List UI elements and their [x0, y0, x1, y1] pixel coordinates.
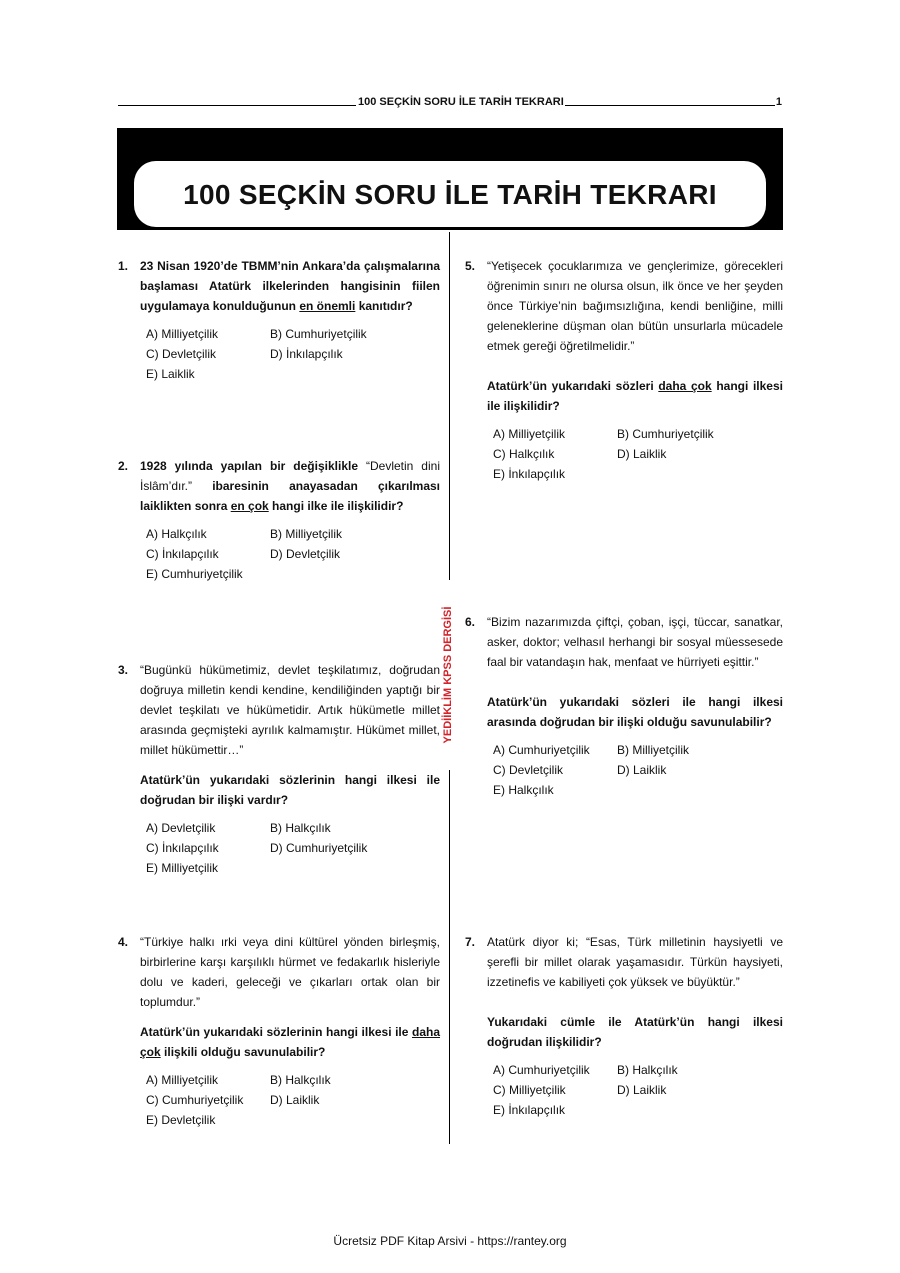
question-stem: Yukarıdaki cümle ile Atatürk’ün hangi ilkesi doğrudan ilişkilidir? [487, 1015, 783, 1049]
question-text-part: 1928 yılında yapılan bir değişiklikle [140, 459, 358, 473]
option-a[interactable]: A) Milliyetçilik [146, 327, 218, 341]
title-banner [117, 128, 783, 230]
option-c[interactable]: C) Halkçılık [493, 447, 555, 461]
answer-options [140, 324, 440, 384]
title-box [134, 161, 766, 227]
answer-options [487, 1060, 783, 1120]
question-quote: “Türkiye halkı ırki veya dini kültürel yönden birleşmiş, birbirlerine karşı karşılıklı hürmet ve fedakarlık hisleriyle dolu ve kaderi, geleceği ve çıkarları ortak olan bir toplumdur.” [140, 935, 440, 1009]
sidebar-text: YEDİİKLİM KPSS DERGİSİ [442, 606, 454, 744]
answer-options [140, 1070, 440, 1130]
question-quote: “Yetişecek çocuklarımıza ve gençlerimize, görecekleri öğrenimin sınırı ne olursa olsun, ilk önce ve her şeyden önce Türkiye’nin bağımsızlığına, kendi benliğine, milli geleneklerine düşman olan bütün unsurlarla mücadele etmek gereği öğretilmelidir.” [487, 259, 783, 353]
question-number: 4. [118, 935, 129, 949]
option-b[interactable]: B) Milliyetçilik [270, 527, 342, 541]
option-d[interactable]: D) Laiklik [617, 1083, 667, 1097]
question-text-part: hangi ilke ile ilişkilidir? [268, 499, 404, 513]
option-a[interactable]: A) Milliyetçilik [493, 427, 565, 441]
question-text-part: ibaresinin anayasadan çıkarılması laiklikten sonra [140, 479, 441, 513]
option-a[interactable]: A) Cumhuriyetçilik [493, 743, 590, 757]
option-b[interactable]: B) Cumhuriyetçilik [270, 327, 367, 341]
option-e[interactable]: E) Laiklik [146, 367, 195, 381]
question-number: 6. [465, 615, 476, 629]
option-b[interactable]: B) Cumhuriyetçilik [617, 427, 714, 441]
question-text-part: kanıtıdır? [355, 299, 413, 313]
option-d[interactable]: D) Laiklik [270, 1093, 320, 1107]
page-title: 100 SEÇKİN SORU İLE TARİH TEKRARI [183, 179, 717, 210]
question-2 [118, 456, 441, 584]
question-emphasis: daha çok [140, 1025, 440, 1059]
question-number: 1. [118, 259, 129, 273]
question-text-part: Atatürk’ün yukarıdaki sözleri [487, 379, 659, 393]
running-header-title: 100 SEÇKİN SORU İLE TARİH TEKRARI [358, 96, 564, 108]
question-quote: “Bizim nazarımızda çiftçi, çoban, işçi, tüccar, sanatkar, asker, doktor; velhasıl herhangi bir sosyal müessesede faal bir vatandaşın hak, menfaat ve hürriyeti eşittir.” [487, 615, 783, 669]
option-c[interactable]: C) İnkılapçılık [146, 547, 219, 561]
option-b[interactable]: B) Halkçılık [270, 821, 331, 835]
question-quote: “Bugünkü hükümetimiz, devlet teşkilatımız, doğrudan doğruya milletin kendi kendine, kendiliğinden yaptığı bir devlet teşkilatı ve hükümetidir. Artık hükümetle millet arasında geçmişteki ayrılık kalmamıştır. Hükümet millet, millet hükümettir…” [140, 663, 440, 757]
option-e[interactable]: E) İnkılapçılık [493, 467, 566, 481]
option-e[interactable]: E) Halkçılık [493, 783, 554, 797]
question-text-part: hangi ilkesi ile ilişkilidir? [487, 379, 783, 413]
question-text [140, 456, 440, 516]
question-quote: Atatürk diyor ki; “Esas, Türk milletinin haysiyetli ve şerefli bir millet olarak yaşamasıdır. Türkün haysiyeti, izzetinefis ve kabiliyeti çok yüksek ve büyüktür.” [487, 935, 783, 989]
option-c[interactable]: C) Cumhuriyetçilik [146, 1093, 244, 1107]
question-3 [118, 660, 440, 878]
question-6 [465, 612, 783, 800]
question-quote: “Devletin dini İslâm’dır.” [140, 459, 440, 493]
answer-options [140, 524, 440, 584]
question-5 [465, 256, 783, 484]
answer-options [140, 818, 440, 878]
question-1 [118, 256, 440, 384]
question-number: 5. [465, 259, 476, 273]
option-c[interactable]: C) İnkılapçılık [146, 841, 219, 855]
option-c[interactable]: C) Milliyetçilik [493, 1083, 566, 1097]
question-text [140, 256, 440, 316]
option-a[interactable]: A) Cumhuriyetçilik [493, 1063, 590, 1077]
question-emphasis: en önemli [299, 299, 356, 313]
question-stem: Atatürk’ün yukarıdaki sözlerinin hangi ilkesi ile doğrudan bir ilişki vardır? [140, 773, 440, 807]
header-rule-left [118, 105, 356, 106]
question-text-part: 23 Nisan 1920’de TBMM’nin Ankara’da çalışmalarına başlaması Atatürk ilkelerinden hangisinin fiilen uygulamaya konulduğunun [140, 259, 440, 313]
question-text-part: Atatürk’ün yukarıdaki sözlerinin hangi ilkesi ile [140, 1025, 412, 1039]
option-e[interactable]: E) Devletçilik [146, 1113, 216, 1127]
question-emphasis: daha çok [658, 379, 712, 393]
option-b[interactable]: B) Milliyetçilik [617, 743, 689, 757]
sidebar-label [441, 580, 457, 770]
option-d[interactable]: D) Cumhuriyetçilik [270, 841, 368, 855]
option-e[interactable]: E) İnkılapçılık [493, 1103, 566, 1117]
answer-options [487, 740, 783, 800]
running-header [118, 96, 782, 112]
option-e[interactable]: E) Cumhuriyetçilik [146, 567, 243, 581]
footer-text: Ücretsiz PDF Kitap Arsivi - https://rantey.org [333, 1234, 567, 1248]
question-stem: Atatürk’ün yukarıdaki sözleri ile hangi ilkesi arasında doğrudan bir ilişki olduğu savunulabilir? [487, 695, 783, 729]
question-stem [487, 376, 783, 416]
option-a[interactable]: A) Halkçılık [146, 527, 207, 541]
question-text-part: ilişkili olduğu savunulabilir? [160, 1045, 326, 1059]
question-number: 2. [118, 459, 129, 473]
option-c[interactable]: C) Devletçilik [146, 347, 217, 361]
option-d[interactable]: D) Laiklik [617, 447, 667, 461]
question-stem [140, 1022, 440, 1062]
option-a[interactable]: A) Milliyetçilik [146, 1073, 218, 1087]
option-d[interactable]: D) Laiklik [617, 763, 667, 777]
question-emphasis: en çok [230, 499, 269, 513]
option-b[interactable]: B) Halkçılık [270, 1073, 331, 1087]
option-b[interactable]: B) Halkçılık [617, 1063, 678, 1077]
question-number: 3. [118, 663, 129, 677]
option-a[interactable]: A) Devletçilik [146, 821, 216, 835]
header-rule-right [565, 105, 775, 106]
option-c[interactable]: C) Devletçilik [493, 763, 564, 777]
question-number: 7. [465, 935, 476, 949]
option-d[interactable]: D) Devletçilik [270, 547, 341, 561]
page-number: 1 [775, 96, 782, 108]
option-e[interactable]: E) Milliyetçilik [146, 861, 218, 875]
question-4 [118, 932, 440, 1130]
answer-options [487, 424, 783, 484]
question-7 [465, 932, 783, 1120]
option-d[interactable]: D) İnkılapçılık [270, 347, 343, 361]
